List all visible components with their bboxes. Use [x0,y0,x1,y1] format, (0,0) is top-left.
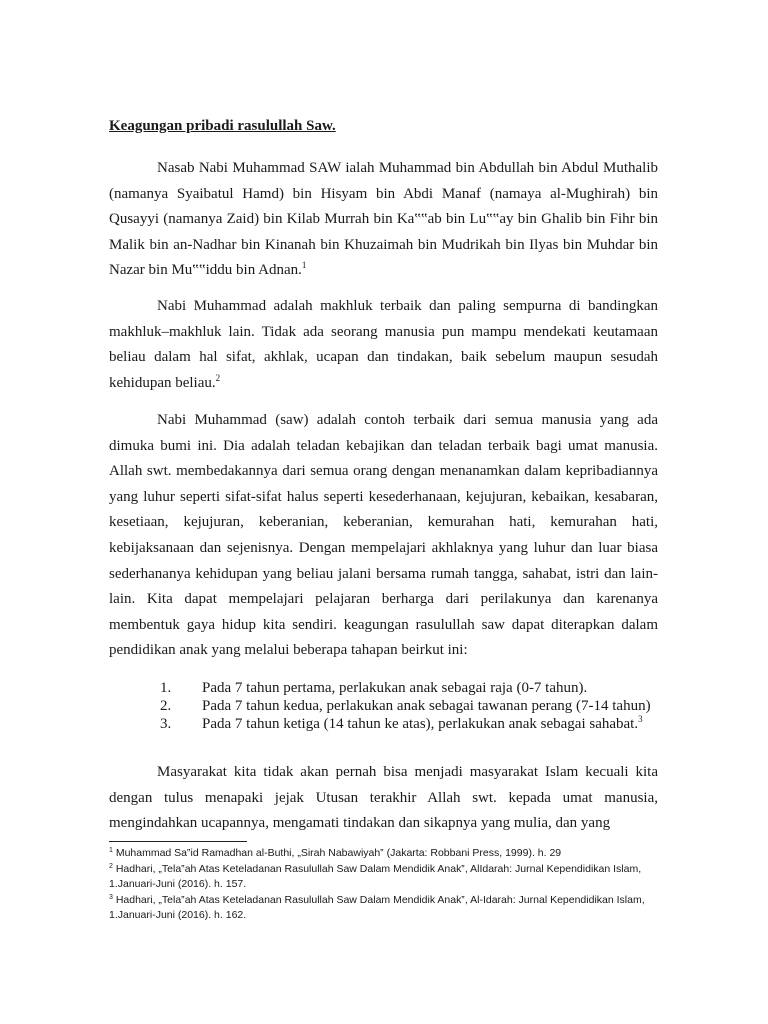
paragraph-text: Masyarakat kita tidak akan pernah bisa menjadi masyarakat Islam kecuali kita dengan tulus menapaki jejak Utusan terakhir Allah swt. kepada umat manusia, mengindahkan ucapannya, mengamati tindakan dan sikapnya yang mulia, dan yang [109,764,658,832]
list-item [160,698,658,715]
footnote [109,893,658,924]
paragraph-text: Nasab Nabi Muhammad SAW ialah Muhammad bin Abdullah bin Abdul Muthalib (namanya Syaibatul Hamd) bin Hisyam bin Abdi Manaf (namaya al-Mughirah) bin Qusayyi (namanya Zaid) bin Kilab Murrah bin Ka‟‟ab bin Lu‟‟ay bin Ghalib bin Fihr bin Malik bin an-Nadhar bin Kinanah bin Khuzaimah bin Mudrikah bin Ilyas bin Muhdar bin Nazar bin Mu‟‟iddu bin Adnan. [109,160,658,279]
footnote-text: Hadhari, „Tela‟ah Atas Keteladanan Rasulullah Saw Dalam Mendidik Anak‟, AlIdarah: Jurnal Kependidikan Islam, 1.Januari-Juni (2016). h. 157. [109,862,642,890]
footnote [109,846,658,862]
paragraph-text: Nabi Muhammad (saw) adalah contoh terbaik dari semua manusia yang ada dimuka bumi ini. Dia adalah teladan kebajikan dan teladan terbaik bagi umat manusia. Allah swt. membedakannya dari semua orang dengan menanamkan dalam kepribadiannya yang luhur seperti sifat-sifat halus seperti kesederhanaan, kejujuran, kebaikan, kesabaran, kesetiaan, kejujuran, keberanian, keberanian, kemurahan hati, kemurahan hati, kebijaksanaan dan sejenisnya. Dengan mempelajari akhlaknya yang luhur dan luar biasa sederhananya kehidupan yang beliau jalani bersama rumah tangga, sahabat, istri dan lain-lain. Kita dapat mempelajari pelajaran berharga dari perilakunya dan karenanya membentuk gaya hidup kita sendiri. keagungan rasulullah saw dapat diterapkan dalam pendidikan anak yang melalui beberapa tahapan beirkut ini: [109,412,658,659]
footnote-number: 2 [109,862,113,870]
paragraph-makhluk-terbaik [109,294,658,396]
list-item-text: Pada 7 tahun ketiga (14 tahun ke atas), perlakukan anak sebagai sahabat.$^3$ [202,714,643,732]
footnote-number: 3 [109,893,113,901]
tahapan-list [160,680,658,733]
footnote [109,862,658,893]
list-item-text: Pada 7 tahun kedua, perlakukan anak sebagai tawanan perang (7-14 tahun) [202,698,651,714]
list-item [160,716,658,733]
footnote-reference[interactable]: 1 [301,260,307,271]
list-item-number: 3. [160,716,172,732]
paragraph-contoh-terbaik [109,408,658,664]
list-item [160,680,658,697]
footnote-number: 1 [109,847,113,854]
footnote-text: Hadhari, „Tela‟ah Atas Keteladanan Rasulullah Saw Dalam Mendidik Anak‟, Al-Idarah: Jurnal Kependidikan Islam, 1.Januari-Juni (2016). h. 162. [109,893,645,921]
list-item-number: 2. [160,698,172,714]
paragraph-text: Nabi Muhammad adalah makhluk terbaik dan paling sempurna di bandingkan makhluk–makhluk lain. Tidak ada seorang manusia pun mampu mendekati keutamaan beliau dalam hal sifat, akhlak, ucapan dan tindakan, baik sebelum maupun sesudah kehidupan beliau. [109,298,658,391]
footnote-text: Muhammad Sa‟id Ramadhan al-Buthi, „Sirah Nabawiyah‟ (Jakarta: Robbani Press, 1999). h. 29 [115,847,562,859]
footnote-separator [109,841,247,842]
paragraph-nasab [109,156,658,284]
footnote-reference[interactable]: 2 [215,372,221,383]
document-title: Keagungan pribadi rasulullah Saw. [109,118,336,134]
footnote-reference[interactable]: 3 [638,714,643,724]
list-item-text: Pada 7 tahun pertama, perlakukan anak sebagai raja (0-7 tahun). [202,680,588,696]
list-item-number: 1. [160,680,172,696]
paragraph-masyarakat [109,760,658,837]
footnotes [109,846,658,924]
